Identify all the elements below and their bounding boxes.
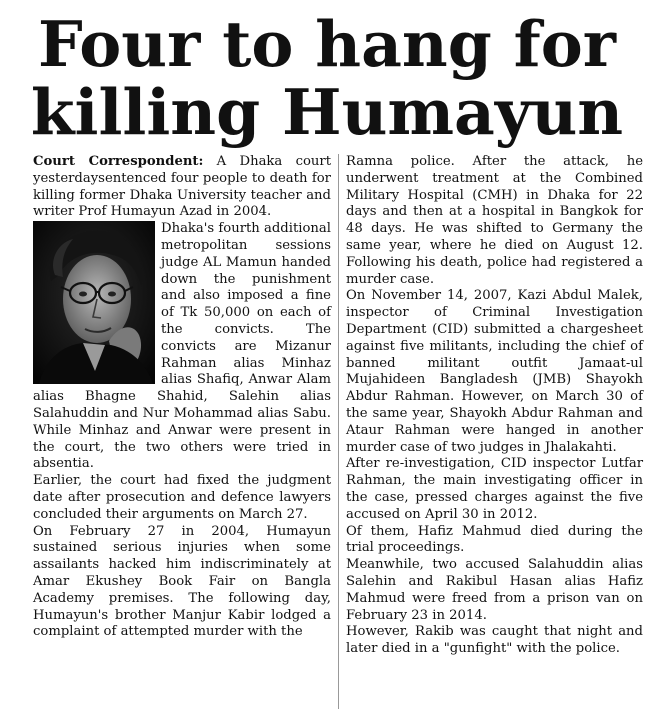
column-1 [33,154,331,641]
column-2 [346,154,643,658]
paragraph-9: Meanwhile, two accused Salahuddin alias Salehin and Rakibul Hasan alias Hafiz Mahmud were freed from a prison van on February 23 in 2014. [346,557,643,623]
paragraph-4: On February 27 in 2004, Humayun sustained serious injuries when some assailants hacked him indiscriminately at Amar Ekushey Book Fair on Bangla Academy premises. The following day, Humayun's brother Manjur Kabir lodged a complaint of attempted murder with the [33,523,331,640]
paragraph-5: Ramna police. After the attack, he underwent treatment at the Combined Military Hospital (CMH) in Dhaka for 22 days and then at a hospital in Bangkok for 48 days. He was shifted to Germany the same year, where he died on August 12. Following his death, police had registered a murder case. [346,154,643,287]
paragraph-3: Earlier, the court had fixed the judgment date after prosecution and defence lawyers concluded their arguments on March 27. [33,473,331,522]
paragraph-2: Dhaka's fourth additional metropolitan sessions judge AL Mamun handed down the punishment and also imposed a fine of Tk 50,000 on each of the convicts. The convicts are Mizanur Rahman alias Minhaz alias Shafiq, Anwar Alam alias Bhagne Shahid, Salehin alias Salahuddin and Nur Mohammad alias Sabu. While Minhaz and Anwar were present in the court, the two others were tried in absentia. [33,221,331,472]
byline: Court Correspondent: [33,154,204,169]
paragraph-1-text: A Dhaka court yesterdaysentenced four people to death for killing former Dhaka University teacher and writer Prof Humayun Azad in 2004. [33,154,331,220]
paragraph-1 [33,154,331,221]
humayun-azad-photo [33,221,155,384]
headline [0,0,654,149]
paragraph-8: Of them, Hafiz Mahmud died during the trial proceedings. [346,523,643,556]
headline-line-2: killing Humayun [30,75,624,149]
paragraph-7: After re-investigation, CID inspector Lutfar Rahman, the main investigating officer in the case, pressed charges against the five accused on April 30 in 2012. [346,456,643,522]
portrait-image [33,221,155,384]
headline-line-1: Four to hang for [37,7,616,81]
paragraph-10: However, Rakib was caught that night and later died in a "gunfight" with the police. [346,624,643,657]
paragraph-6: On November 14, 2007, Kazi Abdul Malek, inspector of Criminal Investigation Department (CID) submitted a chargesheet against five militants, including the chief of banned militant outfit Jamaat-ul Mujahideen Bangladesh (JMB) Shayokh Abdur Rahman. However, on March 30 of the same year, Shayokh Abdur Rahman and Ataur Rahman were hanged in another murder case of two judges in Jhalakahti. [346,288,643,455]
article-body [0,154,654,714]
